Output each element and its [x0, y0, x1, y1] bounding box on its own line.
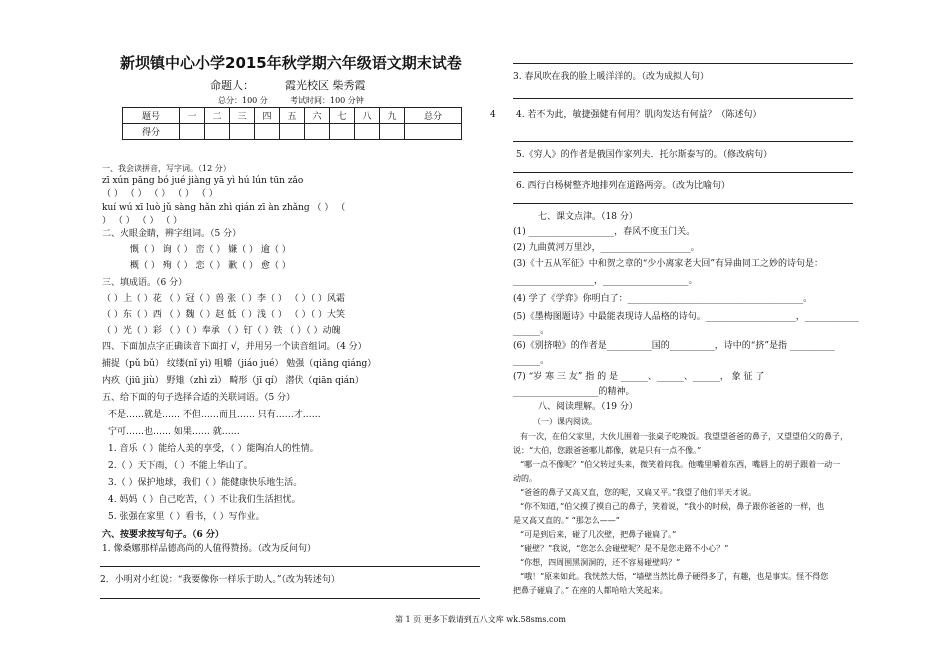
score-header-cell: 三 [230, 108, 255, 124]
exam-time: 考试时间：100 分钟 [290, 96, 364, 105]
q5-sentence-4: 4. 妈妈（ ）自己吃苦，（ ）不让我们生活担忧。 [108, 495, 301, 505]
q4-row2: 内疚（jiū jiù） 野雉（zhì zì） 畸形（jī qí） 潜伏（qiān qián） [102, 376, 364, 386]
answer-line [513, 141, 853, 142]
score-header-cell: 五 [280, 108, 305, 124]
passage-line: 有一次，在伯父家里，大伙儿围着一张桌子吃晚饭。我望望爸爸的鼻子，又望望伯父的鼻子， [520, 432, 848, 441]
q7-item-2: (2) 九曲黄河万里沙，____________________。 [513, 243, 700, 253]
passage-line: 是又高又直的。” “那怎么——” [513, 516, 620, 525]
q7-item-5-cont: ______。 [513, 326, 550, 336]
q1-blanks-row2: ） （ ） （ ） （ ） [102, 216, 183, 226]
q6-sentence-1: 1. 像桑娜那样品德高尚的人值得赞扬。（改为反问句） [102, 544, 316, 554]
passage-line: 把鼻子碰扁了。” 在座的人都哈哈大笑起来。 [513, 586, 668, 595]
score-row-label: 得分 [123, 124, 180, 140]
q7-item-4: (4) 学了《学弈》你明白了：_______________________________________。 [513, 294, 813, 304]
q8-subheading: （一）课内阅读。 [533, 417, 597, 426]
passage-line: “哦！”原来如此。我恍然大悟，“墙壁当然比鼻子硬得多了，有趣，也是事实。怪不得您 [520, 572, 829, 581]
q3-row1: （ ）上（ ）花 （ ）冠（ ）兽 张（ ）李（ ） （ ）（ ）风霜 [102, 294, 345, 304]
q5-words-row1: 不是……就是…… 不但……而且…… 只有……才…… [108, 410, 321, 420]
score-cell [180, 124, 205, 140]
passage-line: “碰壁？”我说，“您怎么会碰壁呢？是不是您走路不小心？” [520, 544, 729, 553]
q6-sentence-5: 5.《穷人》的作者是俄国作家列夫．托尔斯泰写的。（修改病句） [516, 150, 773, 160]
score-header-cell: 二 [205, 108, 230, 124]
q1-pinyin-row2: kuí wú xī luò jǔ sàng hǎn zhì qián zī àn zhǎng （ ） （ [102, 203, 346, 213]
score-cell [330, 124, 355, 140]
q7-item-3: (3)《十五从军征》中和贺之章的“少小离家老大回”有异曲同工之妙的诗句是： [513, 259, 823, 269]
score-header-cell: 总分 [405, 108, 462, 124]
answer-line [513, 172, 853, 173]
passage-line: 说：“大伯，您跟爸爸哪儿都像，就是只有一点不像。” [513, 446, 702, 455]
answer-line [100, 598, 480, 599]
margin-number: 4 [490, 110, 496, 120]
page-footer: 第 1 页 更多下载请到五八文库 wk.58sms.com [395, 615, 566, 624]
passage-line: “你想，四周围黑洞洞的，还不容易碰壁吗？” [520, 558, 681, 567]
answer-line [513, 98, 853, 99]
passage-line: “哪一点不像呢？”伯父转过头来，微笑着问我。他嘴里嚼着东西，嘴唇上的胡子跟着一动一 [520, 460, 841, 469]
q8-heading: 八、阅读理解。（19 分） [538, 402, 638, 412]
score-table [122, 107, 462, 140]
score-header-cell: 一 [180, 108, 205, 124]
q5-sentence-2: 2.（ ）天下雨，（ ）不能上华山了。 [108, 461, 253, 471]
q6-sentence-4: 4. 若不为此，敏捷强健有何用？肌肉发达有何益？（陈述句） [516, 110, 762, 120]
passage-line: 动的。 [513, 474, 537, 483]
passage-line: “可是到后来，碰了几次壁，把鼻子碰扁了。” [520, 530, 677, 539]
score-table-score-row [123, 124, 462, 140]
score-header-cell: 九 [380, 108, 405, 124]
q5-sentence-3: 3.（ ）保护地球，我们（ ）能健康快乐地生活。 [108, 478, 303, 488]
q1-pinyin-row1: zī xún pāng bó jué jiàng yā yì hú lún tūn zǎo [102, 176, 304, 186]
q6-sentence-3: 3. 春风吹在我的脸上暖洋洋的。（改为成拟人句） [513, 72, 709, 82]
score-cell [355, 124, 380, 140]
passage-line: “爸爸的鼻子又高又直，您的呢，又扁又平。”我望了他们半天才说。 [520, 488, 757, 497]
q7-item-6: (6)《别挤啦》的作者是__________国的__________，诗中的“挤”是指 __________ [513, 341, 835, 351]
q1-blanks-row1: （ ） （ ） （ ） （ ） （ ） [102, 189, 218, 199]
score-cell [305, 124, 330, 140]
q2-row2: 概（ ） 殉（ ） 恋（ ） 歉（ ） 愈（ ） [130, 261, 291, 271]
passage-line: “你不知道，”伯父摸了摸自己的鼻子，笑着说，“我小的时候，鼻子跟你爸爸的一样，也 [520, 502, 825, 511]
q5-sentence-1: 1. 音乐（ ）能给人美的享受，（ ）能陶冶人的性情。 [108, 444, 319, 454]
q4-row1: 捕捉（pǔ bǔ） 纹缕(nǐ yì) 咀嚼（jiáo jué） 勉强（qiǎng qiáng） [102, 359, 377, 369]
score-header-cell: 四 [255, 108, 280, 124]
exam-title: 新坝镇中心小学2015年秋学期六年级语文期末试卷 [120, 54, 462, 72]
q7-item-3-answer: __________________，___________________。 [513, 276, 698, 286]
total-score: 总分：100 分 [218, 96, 268, 105]
author-name: 霞光校区 柴秀霞 [285, 79, 366, 92]
score-cell [255, 124, 280, 140]
q5-words-row2: 宁可……也…… 如果…… 就…… [108, 427, 240, 437]
q6-heading: 六、按要求按写句子。（6 分） [102, 530, 224, 540]
score-cell [205, 124, 230, 140]
q1-heading: 一、我会读拼音，写字词。（12 分） [102, 164, 231, 173]
score-cell [230, 124, 255, 140]
answer-line [100, 566, 480, 567]
q5-sentence-5: 5. 张强在家里（ ）看书，（ ）写作业。 [108, 512, 265, 522]
q7-item-6-cont: ______。 [513, 356, 550, 366]
q7-item-5: (5)《墨梅图题诗》中最能表现诗人品格的诗句。____________________，____________ [513, 312, 859, 322]
answer-line [513, 63, 853, 64]
score-cell [380, 124, 405, 140]
q4-heading: 四、下面加点字正确读音下面打 √，并用另一个读音组词。（4 分） [102, 342, 367, 352]
q2-row1: 慨（ ） 询（ ） 峦（ ） 嫌（ ） 逾（ ） [130, 245, 291, 255]
q6-sentence-6: 6. 西行白杨树整齐地排列在道路两旁。（改为比喻句） [516, 181, 730, 191]
q3-row2: （ ）东（ ）西 （ ）魏（ ）赵 低（ ）浅（ ） （ ）（ ）大笑 [102, 310, 345, 320]
q3-row3: （ ）光（ ）彩 （ ）（ ）奉承 （ ）钉（ ）铁 （ ）（ ）动魄 [102, 326, 341, 336]
score-header-cell: 题号 [123, 108, 180, 124]
q5-heading: 五、给下面的句子选择合适的关联词语。（5 分） [102, 393, 296, 403]
score-table-header-row [123, 108, 462, 124]
score-header-cell: 七 [330, 108, 355, 124]
author-label: 命题人： [210, 79, 254, 92]
score-cell [280, 124, 305, 140]
q7-item-1: (1) ___________________，春风不度玉门关。 [513, 227, 696, 237]
q7-item-7-cont: ___________________的精神。 [513, 387, 635, 397]
score-header-cell: 八 [355, 108, 380, 124]
q7-item-7: (7) “岁 寒 三 友” 指 的 是 ______、______、______， 象 征 了 [513, 372, 765, 382]
q3-heading: 三、填成语。（6 分） [102, 278, 188, 288]
q2-heading: 二、火眼金睛，辨字组词。（5 分） [102, 229, 242, 239]
score-cell [405, 124, 462, 140]
answer-line [513, 203, 853, 204]
q6-sentence-2: 2．小明对小红说：“我要像你一样乐于助人。”（改为转述句） [100, 575, 340, 585]
q7-heading: 七、课文点津。（18 分） [538, 212, 638, 222]
score-header-cell: 六 [305, 108, 330, 124]
